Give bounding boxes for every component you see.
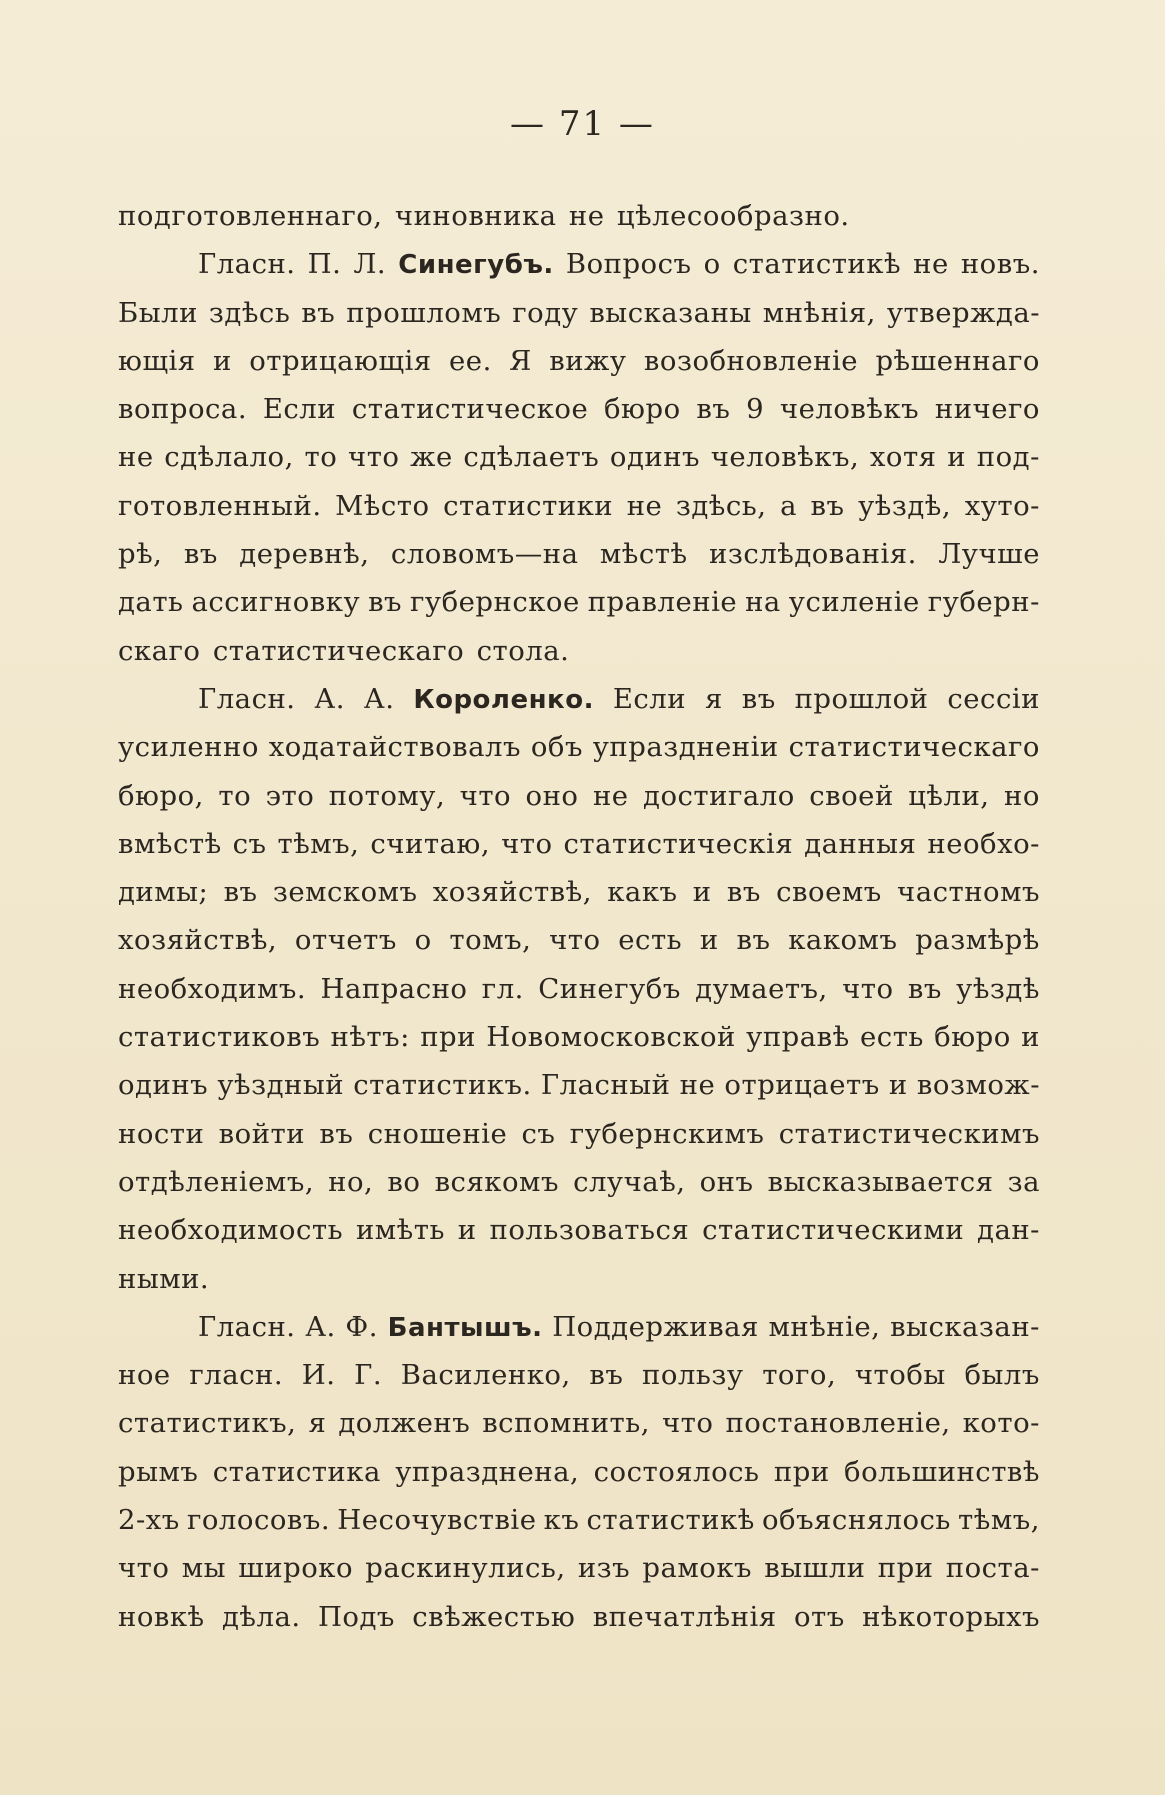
word: 9 (746, 393, 765, 426)
text-line (118, 1448, 1040, 1496)
text-line (118, 1013, 1040, 1061)
word: постановленіе, (725, 1407, 951, 1440)
word: въ (907, 972, 942, 1005)
word: одинъ (118, 1069, 209, 1102)
word: что (501, 827, 553, 860)
word: Новомосковской (486, 1021, 736, 1054)
word: пользоваться (489, 1214, 690, 1247)
word: статистиковъ (118, 1021, 321, 1054)
word: при (877, 1552, 934, 1585)
text-line (118, 578, 1040, 626)
text-line (118, 530, 1040, 578)
word: за (1007, 1165, 1040, 1198)
word: на (745, 586, 781, 619)
text-line (118, 1255, 1040, 1303)
word: мѣстѣ (599, 538, 688, 571)
word: статистика (212, 1455, 381, 1488)
speaker-name: Короленко. (413, 684, 594, 715)
word: гл. (481, 972, 524, 1005)
word: не (592, 779, 629, 812)
word: гласн. (189, 1359, 284, 1392)
word: не (626, 489, 663, 522)
word: скаго (118, 634, 201, 667)
word: то (304, 441, 338, 474)
word: онъ (699, 1165, 754, 1198)
word: А. (314, 682, 345, 715)
word: ничего (934, 393, 1040, 426)
word: нѣкоторыхъ (862, 1600, 1040, 1633)
word: Л. (353, 248, 387, 281)
word: губернскимъ (569, 1117, 765, 1150)
text-line (118, 433, 1040, 481)
word: словомъ—на (390, 538, 579, 571)
word: статистикъ. (353, 1069, 532, 1102)
word: ее. (449, 344, 492, 377)
word: управѣ (746, 1021, 850, 1054)
word: и (457, 1214, 477, 1247)
word: Если (612, 682, 687, 715)
word: мы (181, 1552, 226, 1585)
word: необходимъ. (118, 972, 307, 1005)
word: усиленіе (788, 586, 920, 619)
word: ности (118, 1117, 205, 1150)
word: вмѣстѣ (118, 827, 222, 860)
word: Гласн. (198, 1310, 296, 1343)
word: и (888, 1069, 908, 1102)
word: въ (810, 489, 845, 522)
word: готовленный. (118, 489, 322, 522)
word: упраздненіи (592, 731, 779, 764)
text-line (118, 1399, 1040, 1447)
word: прошломъ (346, 296, 502, 329)
word: Василенко, (400, 1359, 571, 1392)
word: уѣздный (217, 1069, 345, 1102)
word: достигало (643, 779, 795, 812)
text-line (118, 868, 1040, 916)
word: статистическія (563, 827, 794, 860)
text-line (118, 1351, 1040, 1399)
word: человѣкъ, (710, 441, 860, 474)
word: всякомъ (434, 1165, 559, 1198)
word: объяснялось (761, 1504, 951, 1537)
word: статистикѣ (732, 248, 902, 281)
word: размѣрѣ (915, 924, 1040, 957)
word: губерн- (927, 586, 1040, 619)
word: былъ (964, 1359, 1040, 1392)
word: А. (305, 1310, 336, 1343)
word: въ (741, 682, 776, 715)
word: въ (368, 586, 403, 619)
word: въ (736, 924, 771, 957)
word: Гласный (540, 1069, 671, 1102)
word: съ (521, 1117, 556, 1150)
word: въ (589, 1359, 624, 1392)
word: Были (118, 296, 198, 329)
word: хуто- (964, 489, 1040, 522)
word: имѣть (355, 1214, 445, 1247)
text-line (118, 820, 1040, 868)
text-line (118, 1110, 1040, 1158)
word: при (420, 1021, 476, 1054)
word: раскинулись, (365, 1552, 566, 1585)
word: ассигновку (191, 586, 361, 619)
word: и (1021, 1021, 1040, 1054)
word: цѣлесообразно. (616, 200, 850, 232)
word: статистикъ, (118, 1407, 297, 1440)
word: дан- (977, 1214, 1040, 1247)
word: о (414, 924, 432, 957)
word: чтобы (854, 1359, 946, 1392)
word: о (703, 248, 721, 281)
word: бюро (934, 1021, 1011, 1054)
word: новъ. (960, 248, 1040, 281)
word: вопроса. (118, 393, 248, 426)
word: мнѣніе, (768, 1310, 881, 1343)
word: правленіе (587, 586, 738, 619)
word: данныя (804, 827, 917, 860)
word: ходатайствовалъ (268, 731, 522, 764)
word: возмож- (916, 1069, 1040, 1102)
word: сдѣлало, (164, 441, 294, 474)
text-line (118, 1303, 1040, 1351)
word: деревнѣ, (239, 538, 370, 571)
word: во (387, 1165, 421, 1198)
word: есть (618, 924, 683, 957)
word: Гласн. (198, 682, 296, 715)
word: случаѣ, (573, 1165, 686, 1198)
word: есть (860, 1021, 924, 1054)
word: утвержда- (886, 296, 1040, 329)
word: тѣмъ, (958, 1504, 1040, 1537)
word: съ (232, 827, 267, 860)
word: но, (328, 1165, 374, 1198)
word: сдѣлаетъ (463, 441, 600, 474)
body-text (118, 192, 1040, 1641)
word: я (704, 682, 723, 715)
text-line (118, 772, 1040, 820)
word: отрицаетъ (724, 1069, 880, 1102)
word: Синегубъ (538, 972, 681, 1005)
word: А. (363, 682, 395, 715)
word: пользу (642, 1359, 744, 1392)
word: отъ (793, 1600, 845, 1633)
word: при (773, 1455, 830, 1488)
word: Я (509, 344, 532, 377)
word: оно (525, 779, 579, 812)
word: сношеніе (367, 1117, 508, 1150)
text-line (118, 385, 1040, 433)
word: сессіи (947, 682, 1040, 715)
text-line (118, 627, 1040, 675)
word: что (348, 441, 400, 474)
word: необходимость (118, 1214, 344, 1247)
word: въ (183, 538, 218, 571)
word: частномъ (897, 876, 1040, 909)
word: не (679, 1069, 716, 1102)
word: свѣжестью (412, 1600, 576, 1633)
word: П. (307, 248, 342, 281)
word: что (459, 779, 512, 812)
word: Вопросъ (565, 248, 692, 281)
word: того, (762, 1359, 837, 1392)
word: рымъ (118, 1455, 199, 1488)
word: 2-хъ (118, 1504, 180, 1537)
word: хозяйствѣ, (432, 876, 592, 909)
word: дѣла. (221, 1600, 301, 1633)
word: не (568, 200, 605, 232)
text-line (118, 916, 1040, 964)
word: что (118, 1552, 170, 1585)
word: высказаны (589, 296, 752, 329)
word: Г. (354, 1359, 383, 1392)
word: своемъ (776, 876, 882, 909)
word: высказывается (767, 1165, 994, 1198)
word: отрицающія (249, 344, 432, 377)
word: усиленно (118, 731, 259, 764)
word: рѣ, (118, 538, 163, 571)
text-line (118, 1158, 1040, 1206)
text-line (118, 482, 1040, 530)
word: большинствѣ (844, 1455, 1040, 1488)
word: хозяйствѣ, (118, 924, 278, 957)
word: возобновленіе (643, 344, 859, 377)
word: вспомнить, (482, 1407, 650, 1440)
word: хотя (869, 441, 937, 474)
speaker-name: Синегубъ. (398, 250, 554, 281)
word: въ (319, 1117, 354, 1150)
word: Гласн. (198, 248, 296, 281)
word: отдѣленіемъ, (118, 1165, 315, 1198)
word: въ (726, 876, 761, 909)
word: одинъ (609, 441, 701, 474)
word: под- (976, 441, 1040, 474)
word: и (699, 924, 719, 957)
word: въ (301, 296, 336, 329)
word: считаю, (370, 827, 491, 860)
word: впечатлѣнія (592, 1600, 777, 1633)
word: дать (118, 586, 184, 619)
word: человѣкъ (779, 393, 920, 426)
word: цѣли, (908, 779, 990, 812)
word: Поддерживая (552, 1310, 759, 1343)
word: въ (223, 876, 258, 909)
word: и (947, 441, 967, 474)
word: долженъ (338, 1407, 471, 1440)
word: году (512, 296, 579, 329)
word: голосовъ. (186, 1504, 331, 1537)
word: уѣздѣ (956, 972, 1040, 1005)
text-line (118, 965, 1040, 1013)
text-line (118, 337, 1040, 385)
word: статистики (443, 489, 614, 522)
word: рѣшеннаго (875, 344, 1040, 377)
word: Мѣсто (335, 489, 430, 522)
word: тѣмъ, (277, 827, 360, 860)
word: чиновника (394, 200, 557, 232)
word: объ (530, 731, 583, 764)
word: статистическое (351, 393, 589, 426)
word: прошлой (794, 682, 929, 715)
word: войти (218, 1117, 306, 1150)
word: бюро (603, 393, 681, 426)
word: бюро, (118, 779, 204, 812)
word: въ (696, 393, 731, 426)
word: томъ, (449, 924, 532, 957)
word: ное (118, 1359, 171, 1392)
text-line (118, 289, 1040, 337)
word: широко (238, 1552, 354, 1585)
word: я (308, 1407, 327, 1440)
text-line (118, 675, 1040, 723)
word: а (780, 489, 797, 522)
word: нѣтъ: (330, 1021, 410, 1054)
word: ными. (118, 1262, 210, 1295)
page-number: — 71 — (510, 104, 655, 144)
word: изслѣдованія. (709, 538, 917, 571)
word: стола. (476, 634, 570, 667)
word: рамокъ (642, 1552, 753, 1585)
word: ющія (118, 344, 196, 377)
word: подготовленнаго, (118, 200, 383, 232)
word: Напрасно (320, 972, 468, 1005)
word: здѣсь (208, 296, 291, 329)
word: поста- (945, 1552, 1040, 1585)
word: то (218, 779, 252, 812)
word: и (692, 876, 712, 909)
word: своей (809, 779, 894, 812)
text-line (118, 1544, 1040, 1592)
word: какомъ (788, 924, 898, 957)
word: не (913, 248, 949, 281)
word: И. (301, 1359, 336, 1392)
word: упразднена, (395, 1455, 580, 1488)
word: статистическими (702, 1214, 965, 1247)
word: мнѣнія, (762, 296, 876, 329)
word: не (118, 441, 154, 474)
word: же (410, 441, 453, 474)
word: къ (543, 1504, 580, 1537)
text-line (118, 1593, 1040, 1641)
word: здѣсь, (675, 489, 767, 522)
text-line (118, 1496, 1040, 1544)
word: отчетъ (294, 924, 397, 957)
text-line (118, 192, 1040, 240)
word: Лучше (938, 538, 1040, 571)
word: что (549, 924, 601, 957)
word: уѣздѣ, (858, 489, 952, 522)
text-line (118, 1061, 1040, 1109)
word: Ф. (345, 1310, 378, 1343)
word: статистическимъ (778, 1117, 1040, 1150)
word: Если (262, 393, 337, 426)
text-line (118, 723, 1040, 771)
word: изъ (577, 1552, 631, 1585)
word: но (1004, 779, 1040, 812)
word: статистическаго (788, 731, 1040, 764)
word: димы; (118, 876, 209, 909)
word: какъ (607, 876, 678, 909)
word: что (842, 972, 894, 1005)
speaker-name: Бантышъ. (387, 1312, 543, 1343)
word: это (265, 779, 315, 812)
text-line (118, 1206, 1040, 1254)
word: что (661, 1407, 714, 1440)
word: состоялось (593, 1455, 760, 1488)
word: кото- (962, 1407, 1040, 1440)
word: земскомъ (272, 876, 418, 909)
word: Подъ (317, 1600, 395, 1633)
text-line (118, 240, 1040, 288)
word: статистическаго (212, 634, 465, 667)
word: думаетъ, (695, 972, 828, 1005)
word: новкѣ (118, 1600, 205, 1633)
word: необхо- (927, 827, 1040, 860)
word: потому, (328, 779, 446, 812)
word: губернское (409, 586, 580, 619)
word: вижу (549, 344, 627, 377)
word: и (213, 344, 232, 377)
word: статистикѣ (586, 1504, 755, 1537)
word: вышли (764, 1552, 866, 1585)
word: высказан- (890, 1310, 1040, 1343)
word: Несочувствіе (337, 1504, 537, 1537)
